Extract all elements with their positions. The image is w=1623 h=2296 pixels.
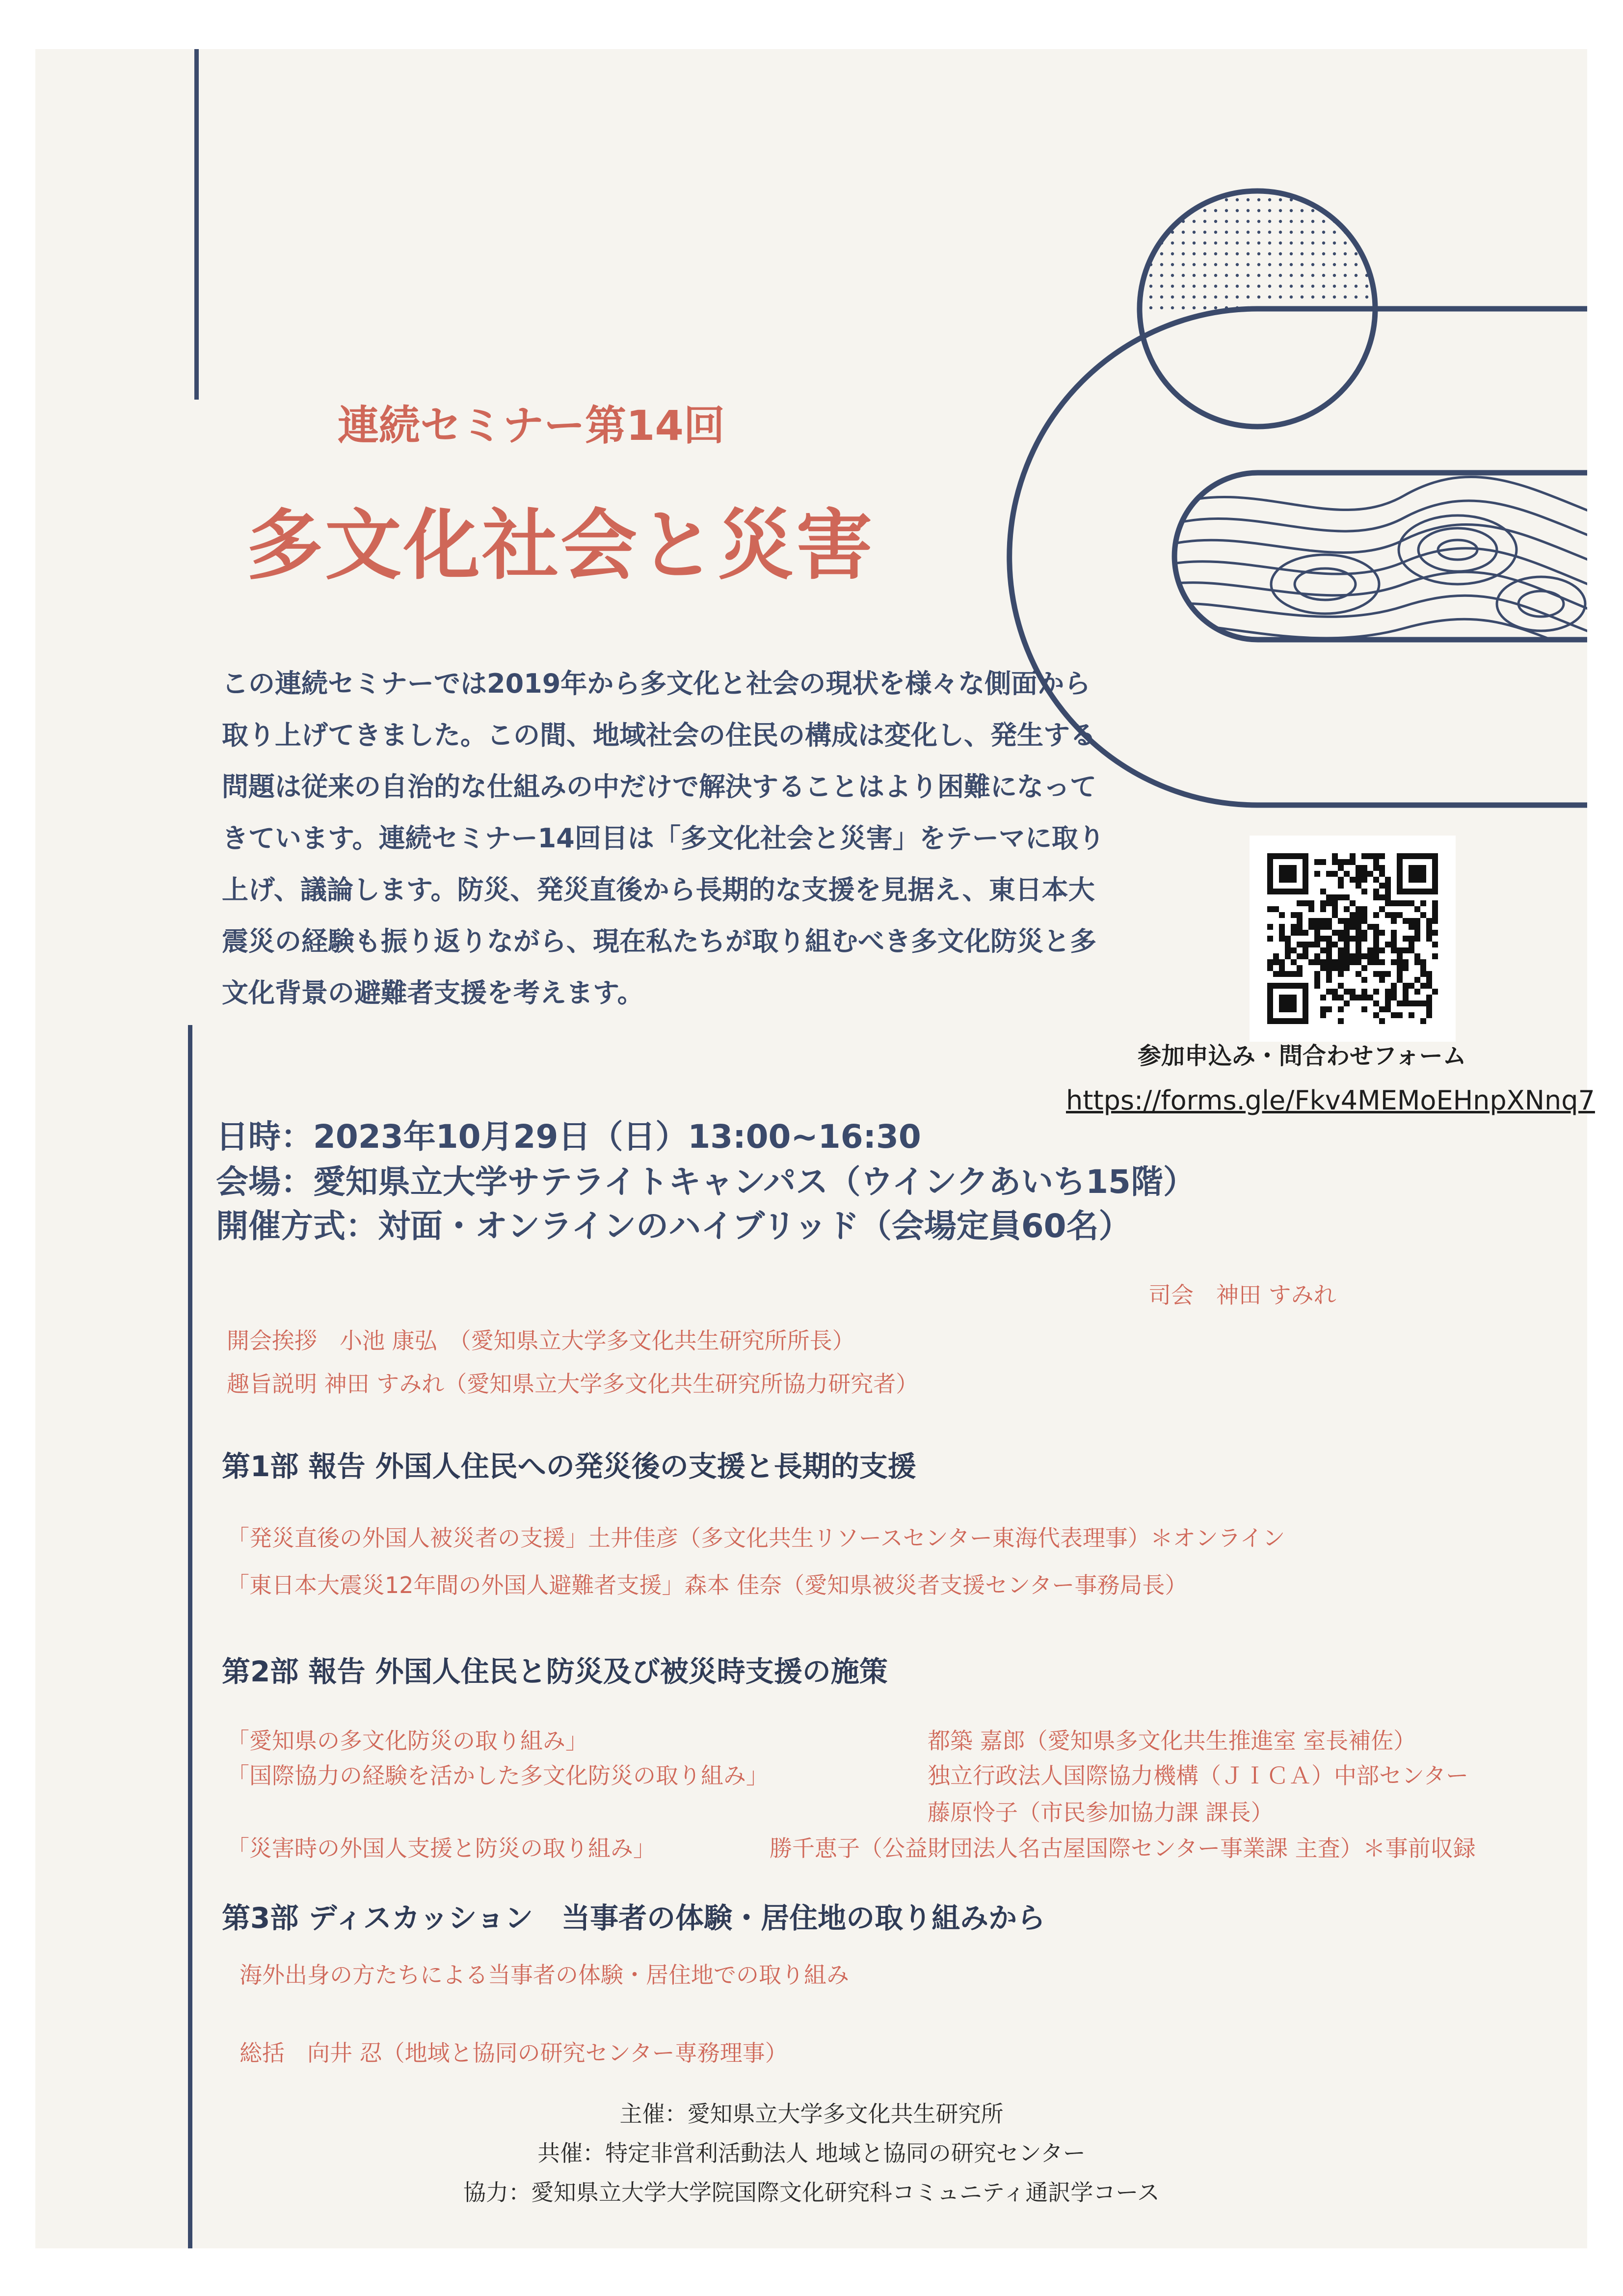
intro-line: 震災の経験も振り返りながら、現在私たちが取り組むべき多文化防災と多 — [222, 926, 1096, 957]
topographic-pattern — [1168, 477, 1595, 658]
part2-item1-title: 「愛知県の多文化防災の取り組み」 — [227, 1728, 588, 1754]
part2-item2-speaker: 藤原怜子（市民参加協力課 課長） — [928, 1799, 1274, 1826]
registration-link[interactable]: https://forms.gle/Fkv4MEMoEHnpXNnq7 — [1066, 1085, 1595, 1116]
organizer-cohost: 共催：特定非営利活動法人 地域と協同の研究センター — [537, 2140, 1086, 2166]
page-title: 多文化社会と災害 — [246, 501, 875, 590]
organizer-host: 主催：愛知県立大学多文化共生研究所 — [619, 2101, 1004, 2127]
part1-item: 「東日本大震災12年間の外国人避難者支援」森本 佳奈（愛知県被災者支援センター事務局長） — [227, 1572, 1188, 1598]
part2-item3-speaker: 勝千恵子（公益財団法人名古屋国際センター事業課 主査）＊事前収録 — [770, 1835, 1476, 1862]
opening-remarks: 開会挨拶 小池 康弘 （愛知県立大学多文化共生研究所所長） — [227, 1327, 855, 1354]
part2-heading: 第2部 報告 外国人住民と防災及び被災時支援の施策 — [222, 1655, 888, 1688]
organizer-cooperation: 協力：愛知県立大学大学院国際文化研究科コミュニティ通訳学コース — [463, 2179, 1160, 2206]
part3-heading: 第3部 ディスカッション 当事者の体験・居住地の取り組みから — [222, 1901, 1046, 1935]
accent-line-top — [194, 49, 199, 400]
part1-item: 「発災直後の外国人被災者の支援」土井佳彦（多文化共生リソースセンター東海代表理事）＊オンライン — [227, 1525, 1285, 1551]
intro-line: この連続セミナーでは2019年から多文化と社会の現状を様々な側面から — [222, 668, 1091, 699]
moderator: 司会 神田 すみれ — [1148, 1282, 1336, 1308]
purpose-explanation: 趣旨説明 神田 すみれ（愛知県立大学多文化共生研究所協力研究者） — [227, 1371, 919, 1397]
part2-item2-speaker-org: 独立行政法人国際協力機構（ＪＩＣＡ）中部センター — [928, 1762, 1469, 1789]
event-format: 開催方式：対面・オンラインのハイブリッド（会場定員60名） — [216, 1207, 1131, 1245]
intro-line: 文化背景の避難者支援を考えます。 — [222, 977, 644, 1008]
qr-code[interactable] — [1250, 836, 1456, 1042]
accent-line-bottom — [188, 1025, 192, 2248]
part1-heading: 第1部 報告 外国人住民への発災後の支援と長期的支援 — [222, 1450, 916, 1483]
qr-code-icon — [1250, 836, 1456, 1042]
part2-item3-title: 「災害時の外国人支援と防災の取り組み」 — [227, 1835, 656, 1862]
part3-item: 海外出身の方たちによる当事者の体験・居住地での取り組み — [239, 1962, 849, 1988]
intro-line: きています。連続セミナー14回目は「多文化社会と災害」をテーマに取り — [222, 823, 1105, 854]
intro-line: 問題は従来の自治的な仕組みの中だけで解決することはより困難になって — [222, 771, 1096, 802]
intro-line: 上げ、議論します。防災、発災直後から長期的な支援を見据え、東日本大 — [222, 874, 1095, 905]
registration-caption: 参加申込み・問合わせフォーム — [1138, 1042, 1466, 1070]
event-venue: 会場：愛知県立大学サテライトキャンパス（ウインクあいち15階） — [216, 1163, 1196, 1201]
part2-item1-speaker: 都築 嘉郎（愛知県多文化共生推進室 室長補佐） — [928, 1728, 1416, 1754]
event-datetime: 日時：2023年10月29日（日）13:00~16:30 — [216, 1118, 921, 1156]
series-label: 連続セミナー第14回 — [338, 402, 725, 450]
intro-paragraph — [222, 658, 1198, 1019]
part2-item2-title: 「国際協力の経験を活かした多文化防災の取り組み」 — [227, 1762, 769, 1789]
intro-line: 取り上げてきました。この間、地域社会の住民の構成は変化し、発生する — [222, 720, 1096, 751]
closing-summary: 総括 向井 忍（地域と協同の研究センター専務理事） — [239, 2040, 788, 2066]
